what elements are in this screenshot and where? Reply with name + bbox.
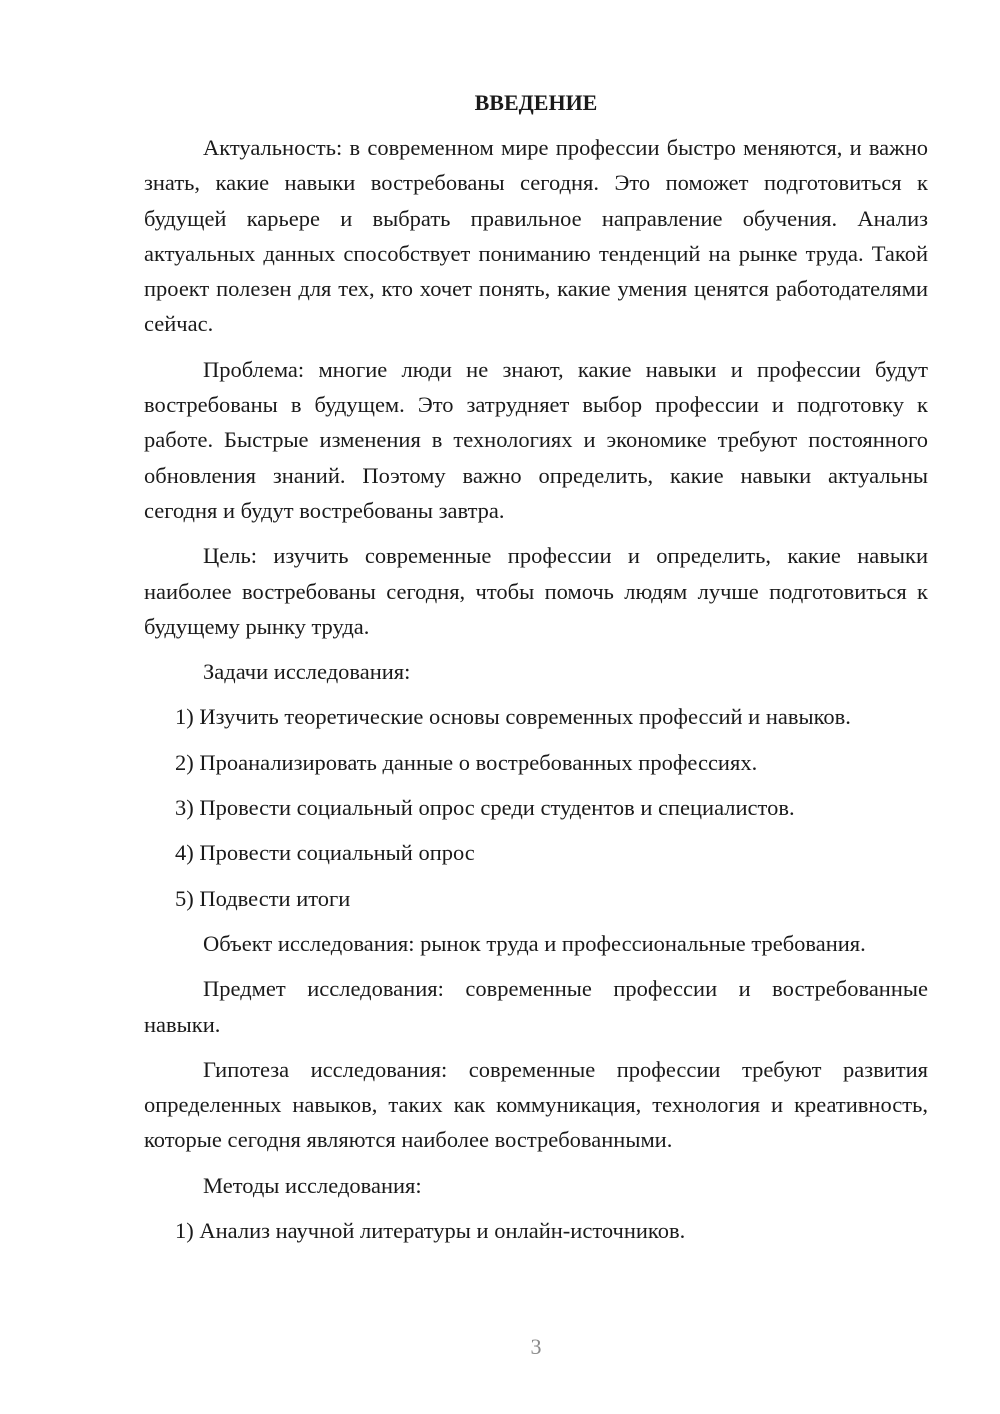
page-number: 3 [530, 1334, 542, 1359]
list-item: 4) Провести социальный опрос [175, 840, 475, 866]
list-item: 1) Изучить теоретические основы современных профессий и навыков. [175, 704, 851, 730]
subject-paragraph: Предмет исследования: современные профессии и востребованные навыки. [144, 976, 928, 1037]
page-title: ВВЕДЕНИЕ [474, 90, 598, 115]
methods-list [144, 1213, 928, 1248]
list-item: 3) Провести социальный опрос среди студентов и специалистов. [175, 795, 795, 821]
tasks-list [144, 699, 928, 915]
list-item: 5) Подвести итоги [175, 885, 351, 911]
methods-heading: Методы исследования: [203, 1172, 422, 1198]
list-item: 1) Анализ научной литературы и онлайн-источников. [175, 1218, 686, 1244]
goal-paragraph: Цель: изучить современные профессии и определить, какие навыки наиболее востребованы сегодня, чтобы помочь людям лучше подготовиться к будущему рынку труда. [144, 543, 928, 639]
problem-paragraph: Проблема: многие люди не знают, какие навыки и профессии будут востребованы в будущем. Это затрудняет выбор профессии и подготовку к работе. Быстрые изменения в технологиях и экономике требуют постоянного обновления знаний. Поэтому важно определить, какие навыки актуальны сегодня и будут востребованы завтра. [144, 356, 928, 523]
tasks-heading: Задачи исследования: [203, 659, 411, 685]
list-item: 2) Проанализировать данные о востребованных профессиях. [175, 749, 758, 775]
document-page [144, 86, 928, 1258]
object-paragraph: Объект исследования: рынок труда и профессиональные требования. [203, 930, 866, 956]
relevance-paragraph: Актуальность: в современном мире профессии быстро меняются, и важно знать, какие навыки востребованы сегодня. Это поможет подготовиться к будущей карьере и выбрать правильное направление обучения. Анализ актуальных данных способствует пониманию тенденций на рынке труда. Такой проект полезен для тех, кто хочет понять, какие умения ценятся работодателями сейчас. [144, 135, 928, 337]
hypothesis-paragraph: Гипотеза исследования: современные профессии требуют развития определенных навыков, таких как коммуникация, технология и креативность, которые сегодня являются наиболее востребованными. [144, 1056, 928, 1153]
